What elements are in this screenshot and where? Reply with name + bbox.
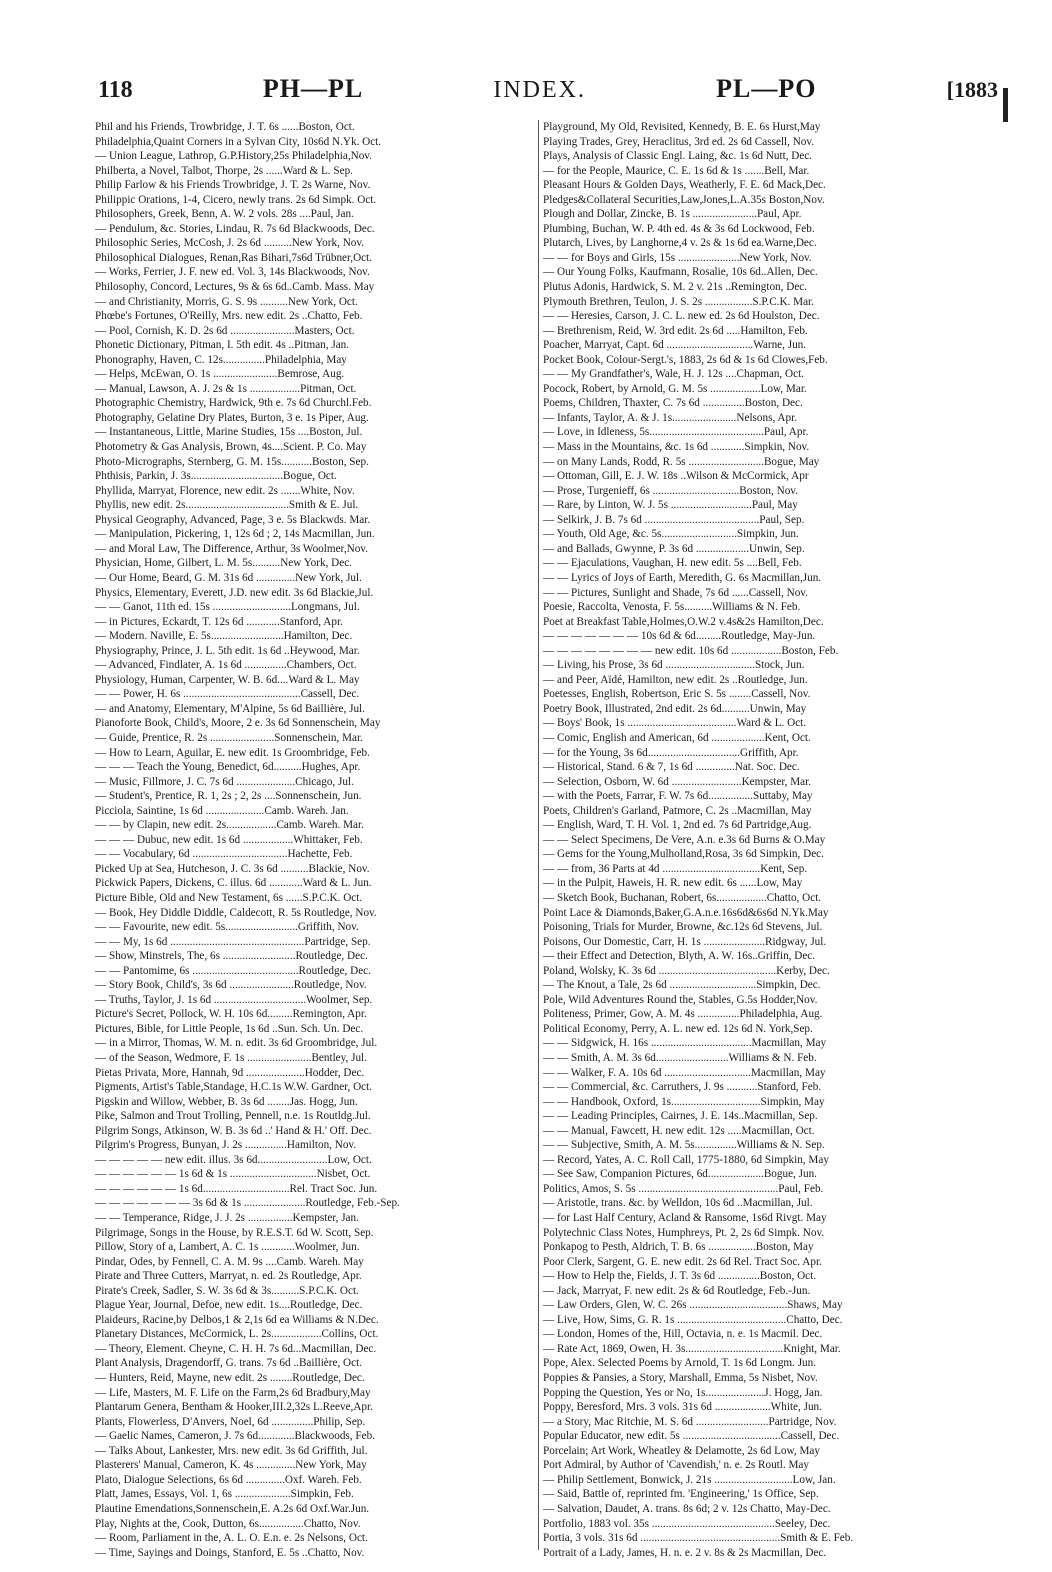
index-entry: Picciola, Saintine, 1s 6d .....................Camb. Wareh. Jan. bbox=[95, 804, 349, 817]
index-entry: — Gaelic Names, Cameron, J. 7s 6d.............Blackwoods, Feb. bbox=[95, 1430, 375, 1443]
index-entry: — Said, Battle of, reprinted fm. 'Engineering,' 1s Office, Sep. bbox=[543, 1488, 819, 1501]
index-entry: — and Ballads, Gwynne, P. 3s 6d ...................Unwin, Sep. bbox=[543, 542, 805, 555]
index-entry: — Philip Settlement, Bonwick, J. 21s ............................Low, Jan. bbox=[543, 1473, 836, 1486]
index-entry: Pietas Privata, More, Hannah, 9d .....................Hodder, Dec. bbox=[95, 1066, 365, 1079]
index-entry: — for Last Half Century, Acland & Ransome, 1s6d Rivgt. May bbox=[543, 1212, 827, 1225]
index-entry: Poland, Wolsky, K. 3s 6d ..........................................Kerby, Dec. bbox=[543, 964, 830, 977]
index-entry: — — — — — new edit. illus. 3s 6d.........................Low, Oct. bbox=[95, 1153, 372, 1166]
header-title: INDEX. bbox=[493, 77, 586, 103]
index-entry: — Theory, Element. Cheyne, C. H. H. 7s 6d...Macmillan, Dec. bbox=[95, 1342, 377, 1355]
index-entry: — — Lyrics of Joys of Earth, Meredith, G. 6s Macmillan,Jun. bbox=[543, 571, 822, 584]
index-entry: Pindar, Odes, by Fennell, C. A. M. 9s ....Camb. Wareh. May bbox=[95, 1255, 364, 1268]
index-entry: Philosophic Series, McCosh, J. 2s 6d ..........New York, Nov. bbox=[95, 237, 365, 250]
index-entry: — of the Season, Wedmore, F. 1s .......................Bentley, Jul. bbox=[95, 1052, 367, 1064]
index-entry: Plants, Flowerless, D'Anvers, Noel, 6d ...............Philip, Sep. bbox=[95, 1415, 366, 1428]
index-entry: Plantarum Genera, Bentham & Hooker,III.2,32s L.Reeve,Apr. bbox=[95, 1401, 373, 1414]
index-entry: Plough and Dollar, Zincke, B. 1s .......................Paul, Apr. bbox=[543, 208, 802, 221]
index-entry: Plato, Dialogue Selections, 6s 6d ..............Oxf. Wareh. Feb. bbox=[95, 1473, 362, 1486]
index-entry: — Advanced, Findlater, A. 1s 6d ...............Chambers, Oct. bbox=[95, 659, 357, 672]
index-entry: Philosophy, Concord, Lectures, 9s & 6s 6d..Camb. Mass. May bbox=[95, 281, 375, 294]
index-entry: Poesie, Raccolta, Venosta, F. 5s..........Williams & N. Feb. bbox=[543, 601, 801, 614]
index-entry: Phthisis, Parkin, J. 3s.................................Bogue, Oct. bbox=[95, 470, 337, 483]
index-entry: — The Knout, a Tale, 2s 6d ...............................Simpkin, Dec. bbox=[543, 979, 821, 992]
index-entry: Poacher, Marryat, Capt. 6d ...............................Warne, Jun. bbox=[543, 339, 807, 352]
index-entry: — Guide, Prentice, R. 2s .......................Sonnenschein, Mar. bbox=[95, 731, 363, 744]
index-entry: Plymouth Brethren, Teulon, J. S. 2s .................S.P.C.K. Mar. bbox=[543, 295, 814, 308]
index-entry: — Manipulation, Pickering, 1, 12s 6d ; 2, 14s Macmillan, Jun. bbox=[95, 528, 375, 541]
index-entry: — Youth, Old Age, &c. 5s...........................Simpkin, Jun. bbox=[543, 528, 799, 541]
index-entry: Philippic Orations, 1-4, Cicero, newly trans. 2s 6d Simpk. Oct. bbox=[95, 193, 377, 206]
index-entry: — How to Help the, Fields, J. T. 3s 6d ...............Boston, Oct. bbox=[543, 1270, 817, 1283]
index-entry: — their Effect and Detection, Blyth, A. W. 16s..Griffin, Dec. bbox=[543, 950, 816, 963]
index-entry: — — Ganot, 11th ed. 15s ............................Longmans, Jul. bbox=[95, 601, 360, 614]
index-entry: — How to Learn, Aguilar, E. new edit. 1s Groombridge, Feb. bbox=[95, 746, 370, 759]
index-entry: Plautine Emendations,Sonnenschein,E. A.2s 6d Oxf.War.Jun. bbox=[95, 1502, 370, 1515]
index-entry: Popular Educator, new edit. 5s ...................................Cassell, Dec. bbox=[543, 1430, 840, 1443]
index-entry: — — Subjective, Smith, A. M. 5s...............Williams & N. Sep. bbox=[543, 1139, 825, 1152]
index-entry: Pirate and Three Cutters, Marryat, n. ed. 2s Routledge, Apr. bbox=[95, 1270, 362, 1283]
index-entry: — Life, Masters, M. F. Life on the Farm,2s 6d Bradbury,May bbox=[95, 1386, 371, 1399]
index-entry: Pilgrim Songs, Atkinson, W. B. 3s 6d ..' Hand & H.' Off. Dec. bbox=[95, 1124, 372, 1137]
index-entry: — Instantaneous, Little, Marine Studies, 15s ....Boston, Jul. bbox=[95, 426, 363, 439]
index-entry: — — — — — — — 10s 6d & 6d.........Routledge, May-Jun. bbox=[543, 630, 816, 643]
index-entry: — Gems for the Young,Mulholland,Rosa, 3s 6d Simpkin, Dec. bbox=[543, 848, 824, 861]
index-entry: Pole, Wild Adventures Round the, Stables, G.5s Hodder,Nov. bbox=[543, 993, 818, 1006]
index-entry: — Our Home, Beard, G. M. 31s 6d ..............New York, Jul. bbox=[95, 571, 362, 584]
page-header bbox=[98, 74, 998, 114]
index-entry: — — from, 36 Parts at 4d ...................................Kent, Sep. bbox=[543, 862, 808, 875]
index-entry: Porcelain; Art Work, Wheatley & Delamotte, 2s 6d Low, May bbox=[543, 1444, 820, 1457]
index-entry: Political Economy, Perry, A. L. new ed. 12s 6d N. York,Sep. bbox=[543, 1022, 813, 1035]
index-entry: — — Manual, Fawcett, H. new edit. 12s .....Macmillan, Oct. bbox=[543, 1124, 815, 1137]
index-entry: Plays, Analysis of Classic Engl. Laing, &c. 1s 6d Nutt, Dec. bbox=[543, 150, 813, 163]
index-entry: Pianoforte Book, Child's, Moore, 2 e. 3s 6d Sonnenschein, May bbox=[95, 717, 381, 730]
index-entry: Physician, Home, Gilbert, L. M. 5s..........New York, Dec. bbox=[95, 557, 352, 570]
index-entry: — in the Pulpit, Haweis, H. R. new edit. 6s ......Low, May bbox=[543, 877, 803, 890]
index-entry: — and Anatomy, Elementary, M'Alpine, 5s 6d Baillière, Jul. bbox=[95, 702, 365, 715]
index-entry: — — My, 1s 6d ................................................Partridge, Sep. bbox=[95, 935, 371, 948]
index-entry: Poppy, Beresford, Mrs. 3 vols. 31s 6d ....................White, Jun. bbox=[543, 1401, 822, 1414]
index-entry: — Record, Yates, A. C. Roll Call, 1775-1880, 6d Simpkin, May bbox=[543, 1153, 829, 1166]
index-entry: Phonography, Haven, C. 12s...............Philadelphia, May bbox=[95, 353, 347, 366]
index-entry: — Salvation, Daudet, A. trans. 8s 6d; 2 v. 12s Chatto, May-Dec. bbox=[543, 1502, 831, 1515]
index-entry: Poor Clerk, Sargent, G. E. new edit. 2s 6d Rel. Tract Soc. Apr. bbox=[543, 1255, 822, 1268]
index-entry: Planetary Distances, McCormick, L. 2s..................Collins, Oct. bbox=[95, 1328, 379, 1341]
index-entry: — Selection, Osborn, W. 6d .........................Kempster, Mar. bbox=[543, 775, 812, 788]
index-entry: Polytechnic Class Notes, Humphreys, Pt. 2, 2s 6d Simpk. Nov. bbox=[543, 1226, 825, 1239]
index-entry: — Union League, Lathrop, G.P.History,25s Philadelphia,Nov. bbox=[95, 150, 372, 163]
index-entry: — — Favourite, new edit. 5s..........................Griffith, Nov. bbox=[95, 921, 359, 934]
index-entry: — — Pantomime, 6s ......................................Routledge, Dec. bbox=[95, 964, 371, 977]
index-entry: Plague Year, Journal, Defoe, new edit. 1s....Routledge, Dec. bbox=[95, 1299, 363, 1312]
index-entry: — — — Teach the Young, Benedict, 6d..........Hughes, Apr. bbox=[95, 761, 361, 774]
index-entry: Pickwick Papers, Dickens, C. illus. 6d ............Ward & L. Jun. bbox=[95, 877, 372, 890]
index-entry: Philip Farlow & his Friends Trowbridge, J. T. 2s Warne, Nov. bbox=[95, 179, 371, 192]
index-entry: Philberta, a Novel, Talbot, Thorpe, 2s ......Ward & L. Sep. bbox=[95, 164, 353, 177]
index-entry: Poets, Children's Garland, Patmore, C. 2s ..Macmillan, May bbox=[543, 804, 812, 817]
index-entry: — a Story, Mac Ritchie, M. S. 6d ..........................Partridge, Nov. bbox=[543, 1415, 837, 1428]
index-entry: Pocock, Robert, by Arnold, G. M. 5s ..................Low, Mar. bbox=[543, 382, 807, 395]
index-entry: — See Saw, Companion Pictures, 6d....................Bogue, Jun. bbox=[543, 1168, 817, 1181]
index-entry: — Book, Hey Diddle Diddle, Caldecott, R. 5s Routledge, Nov. bbox=[95, 906, 377, 919]
index-entry: — — Walker, F. A. 10s 6d ...............................Macmillan, May bbox=[543, 1066, 826, 1079]
index-entry: — — Sidgwick, H. 16s ....................................Macmillan, May bbox=[543, 1037, 827, 1050]
index-entry: Point Lace & Diamonds,Baker,G.A.n.e.16s6d&6s6d N.Yk.May bbox=[543, 906, 829, 919]
index-entry: — Student's, Prentice, R. 1, 2s ; 2, 2s ....Sonnenschein, Jun. bbox=[95, 790, 362, 803]
index-entry: Plaideurs, Racine,by Delbos,1 & 2,1s 6d ea Williams & N.Dec. bbox=[95, 1313, 379, 1326]
header-year: [1883 bbox=[946, 77, 998, 102]
index-entry: Pilgrimage, Songs in the House, by R.E.S.T. 6d W. Scott, Sep. bbox=[95, 1226, 374, 1239]
index-entry: Photography, Gelatine Dry Plates, Burton, 3 e. 1s Piper, Aug. bbox=[95, 411, 369, 424]
index-entry: — Hunters, Reid, Mayne, new edit. 2s ........Routledge, Dec. bbox=[95, 1372, 365, 1385]
index-entry: — Rate Act, 1869, Owen, H. 3s...................................Knight, Mar. bbox=[543, 1342, 841, 1355]
index-entry: Plutus Adonis, Hardwick, S. M. 2 v. 21s ..Remington, Dec. bbox=[543, 281, 808, 294]
index-entry: — in Pictures, Eckardt, T. 12s 6d ............Stanford, Apr. bbox=[95, 615, 343, 628]
index-entry: Philadelphia,Quaint Corners in a Sylvan City, 10s6d N.Yk. Oct. bbox=[95, 135, 382, 148]
index-entry: Pledges&Collateral Securities,Law,Jones,L.A.35s Boston,Nov. bbox=[543, 193, 825, 206]
index-entry: — Rare, by Linton, W. J. 5s .............................Paul, May bbox=[543, 499, 798, 512]
index-entry: — for the Young, 3s 6d.................................Griffith, Apr. bbox=[543, 746, 799, 759]
index-entry: Poetesses, English, Robertson, Eric S. 5s ........Cassell, Nov. bbox=[543, 688, 811, 701]
index-entry: Picked Up at Sea, Hutcheson, J. C. 3s 6d ..........Blackie, Nov. bbox=[95, 862, 370, 875]
index-entry: — Prose, Turgenieff, 6s ...............................Boston, Nov. bbox=[543, 484, 798, 497]
index-entry: — Truths, Taylor, J. 1s 6d .................................Woolmer, Sep. bbox=[95, 993, 373, 1006]
index-entry: — Brethrenism, Reid, W. 3rd edit. 2s 6d .....Hamilton, Feb. bbox=[543, 324, 808, 337]
index-entry: Pocket Book, Colour-Sergt.'s, 1883, 2s 6d & 1s 6d Clowes,Feb. bbox=[543, 353, 828, 366]
index-entry: — London, Homes of the, Hill, Octavia, n. e. 1s Macmil. Dec. bbox=[543, 1328, 823, 1341]
index-entry: Poetry Book, Illustrated, 2nd edit. 2s 6d..........Unwin, May bbox=[543, 702, 807, 715]
index-entry: Picture's Secret, Pollock, W. H. 10s 6d.........Remington, Apr. bbox=[95, 1008, 367, 1021]
index-entry: — — Power, H. 6s ..........................................Cassell, Dec. bbox=[95, 688, 360, 701]
index-entry: — — Ejaculations, Vaughan, H. new edit. 5s ....Bell, Feb. bbox=[543, 557, 802, 570]
index-entry: — Historical, Stand. 6 & 7, 1s 6d ..............Nat. Soc. Dec. bbox=[543, 761, 800, 774]
index-entry: Portfolio, 1883 vol. 35s ............................................Seeley, Dec. bbox=[543, 1517, 831, 1530]
index-entry: Playing Trades, Grey, Heraclitus, 3rd ed. 2s 6d Cassell, Nov. bbox=[543, 135, 815, 148]
index-entry: — — by Clapin, new edit. 2s..................Camb. Wareh. Mar. bbox=[95, 819, 364, 832]
index-entry: Phœbe's Fortunes, O'Reilly, Mrs. new edit. 2s ..Chatto, Feb. bbox=[95, 310, 363, 323]
index-entry: — Time, Sayings and Doings, Stanford, E. 5s ..Chatto, Nov. bbox=[95, 1546, 365, 1559]
index-entry: Politeness, Primer, Gow, A. M. 4s ...............Philadelphia, Aug. bbox=[543, 1008, 823, 1021]
index-entry: — — — — — — 1s 6d...............................Rel. Tract Soc. Jun. bbox=[95, 1182, 378, 1195]
index-entry: — Sketch Book, Buchanan, Robert, 6s..................Chatto, Oct. bbox=[543, 891, 822, 904]
index-entry: — — — — — — 1s 6d & 1s ...............................Nisbet, Oct. bbox=[95, 1168, 371, 1181]
index-entry: — Live, How, Sims, G. R. 1s .......................................Chatto, Dec. bbox=[543, 1313, 843, 1326]
index-entry: — Pool, Cornish, K. D. 2s 6d .......................Masters, Oct. bbox=[95, 324, 355, 337]
index-entry: Platt, James, Essays, Vol. 1, 6s ....................Simpkin, Feb. bbox=[95, 1488, 354, 1501]
margin-edge-mark bbox=[1003, 88, 1008, 122]
index-entry: Pirate's Creek, Sadler, S. W. 3s 6d & 3s..........S.P.C.K. Oct. bbox=[95, 1284, 359, 1297]
index-entry: Picture Bible, Old and New Testament, 6s ......S.P.C.K. Oct. bbox=[95, 891, 363, 904]
index-entry: — Works, Ferrier, J. F. new ed. Vol. 3, 14s Blackwoods, Nov. bbox=[95, 266, 370, 279]
index-entry: Pilgrim's Progress, Bunyan, J. 2s ...............Hamilton, Nov. bbox=[95, 1139, 357, 1152]
index-entry: Plutarch, Lives, by Langhorne,4 v. 2s & 1s 6d ea.Warne,Dec. bbox=[543, 237, 817, 250]
index-entry: Photographic Chemistry, Hardwick, 9th e. 7s 6d Churchl.Feb. bbox=[95, 397, 372, 410]
index-entry: — Infants, Taylor, A. & J. 1s.......................Nelsons, Apr. bbox=[543, 411, 798, 424]
index-entry: — with the Poets, Farrar, F. W. 7s 6d................Suttaby, May bbox=[543, 790, 813, 803]
left-column bbox=[95, 120, 533, 1559]
index-entry: Photo-Micrographs, Sternberg, G. M. 15s...........Boston, Sep. bbox=[95, 455, 369, 468]
index-entry: — — Vocabulary, 6d ..................................Hachette, Feb. bbox=[95, 848, 353, 861]
index-entry: Philosophical Dialogues, Renan,Ras Bihari,7s6d Trübner,Oct. bbox=[95, 251, 373, 264]
index-entry: — — Heresies, Carson, J. C. L. new ed. 2s 6d Houlston, Dec. bbox=[543, 310, 820, 323]
header-left-range: PH—PL bbox=[262, 74, 364, 103]
index-entry: — — Temperance, Ridge, J. J. 2s ................Kempster, Jan. bbox=[95, 1212, 359, 1225]
index-entry: — — Leading Principles, Cairnes, J. E. 14s..Macmillan, Sep. bbox=[543, 1110, 818, 1123]
index-entry: Physics, Elementary, Everett, J.D. new edit. 3s 6d Blackie,Jul. bbox=[95, 586, 374, 599]
index-entry: — Jack, Marryat, F. new edit. 2s & 6d Routledge, Feb.-Jun. bbox=[543, 1284, 811, 1297]
index-entry: — for the People, Maurice, C. E. 1s 6d & 1s .......Bell, Mar. bbox=[543, 164, 810, 177]
index-entry: — — Pictures, Sunlight and Shade, 7s 6d ......Cassell, Nov. bbox=[543, 586, 808, 599]
index-entry: Phil and his Friends, Trowbridge, J. T. 6s ......Boston, Oct. bbox=[95, 121, 355, 133]
index-entry: — — — — — — — 3s 6d & 1s ......................Routledge, Feb.-Sep. bbox=[95, 1197, 400, 1210]
index-entry: Physiology, Human, Carpenter, W. B. 6d....Ward & L. May bbox=[95, 673, 360, 686]
index-entry: Pigments, Artist's Table,Standage, H.C.1s W.W. Gardner, Oct. bbox=[95, 1081, 373, 1094]
index-entry: Physical Geography, Advanced, Page, 3 e. 5s Blackwds. Mar. bbox=[95, 513, 371, 526]
index-entry: Pope, Alex. Selected Poems by Arnold, T. 1s 6d Longm. Jun. bbox=[543, 1357, 817, 1370]
index-entry: — — Smith, A. M. 3s 6d..........................Williams & N. Feb. bbox=[543, 1052, 817, 1064]
index-entry: Pictures, Bible, for Little People, 1s 6d ..Sun. Sch. Un. Dec. bbox=[95, 1022, 364, 1035]
right-column bbox=[543, 120, 967, 1559]
index-entry: — and Moral Law, The Difference, Arthur, 3s Woolmer,Nov. bbox=[95, 542, 368, 555]
index-entry: Plasterers' Manual, Cameron, K. 4s ..............New York, May bbox=[95, 1459, 367, 1472]
index-entry: — on Many Lands, Rodd, R. 5s ...........................Bogue, May bbox=[543, 455, 820, 468]
index-entry: — English, Ward, T. H. Vol. 1, 2nd ed. 7s 6d Partridge,Aug. bbox=[543, 819, 812, 832]
index-entry: — Living, his Prose, 3s 6d ................................Stock, Jun. bbox=[543, 659, 805, 672]
column-divider bbox=[538, 120, 539, 1550]
index-entry: Pike, Salmon and Trout Trolling, Pennell, n.e. 1s Routldg.Jul. bbox=[95, 1110, 371, 1123]
index-entry: — Helps, McEwan, O. 1s .......................Bemrose, Aug. bbox=[95, 368, 345, 381]
index-entry: Portia, 3 vols. 31s 6d ..................................................Smith & E. Feb. bbox=[543, 1532, 854, 1545]
index-entry: — Talks About, Lankester, Mrs. new edit. 3s 6d Griffith, Jul. bbox=[95, 1444, 368, 1457]
index-entry: Politics, Amos, S. 5s ..................................................Paul, Feb. bbox=[543, 1182, 824, 1195]
index-entry: Poisoning, Trials for Murder, Browne, &c.12s 6d Stevens, Jul. bbox=[543, 921, 823, 934]
index-entry: Poet at Breakfast Table,Holmes,O.W.2 v.4s&2s Hamilton,Dec. bbox=[543, 615, 824, 628]
index-entry: Poppies & Pansies, a Story, Marshall, Emma, 5s Nisbet, Nov. bbox=[543, 1372, 818, 1385]
index-entry: — — — Dubuc, new edit. 1s 6d ..................Whittaker, Feb. bbox=[95, 833, 363, 846]
index-entry: — Aristotle, trans. &c. by Welldon, 10s 6d ..Macmillan, Jul. bbox=[543, 1197, 813, 1210]
index-entry: — Our Young Folks, Kaufmann, Rosalie, 10s 6d..Allen, Dec. bbox=[543, 266, 818, 279]
index-entry: Port Admiral, by Author of 'Cavendish,' n. e. 2s Routl. May bbox=[543, 1459, 809, 1472]
index-entry: — — My Grandfather's, Wale, H. J. 12s ....Chapman, Oct. bbox=[543, 368, 804, 381]
index-entry: — Pendulum, &c. Stories, Lindau, R. 7s 6d Blackwoods, Dec. bbox=[95, 222, 375, 235]
index-entry: Photometry & Gas Analysis, Brown, 4s....Scient. P. Co. May bbox=[95, 441, 367, 454]
index-entry: — — Handbook, Oxford, 1s................................Simpkin, May bbox=[543, 1095, 825, 1108]
index-entry: — Mass in the Mountains, &c. 1s 6d ............Simpkin, Nov. bbox=[543, 441, 810, 454]
index-entry: — Boys' Book, 1s .......................................Ward & L. Oct. bbox=[543, 717, 807, 730]
index-entry: — Ottoman, Gill, E. J. W. 18s ..Wilson & McCormick, Apr bbox=[543, 470, 809, 483]
header-right-range: PL—PO bbox=[716, 74, 817, 103]
index-entry: Pleasant Hours & Golden Days, Weatherly, F. E. 6d Mack,Dec. bbox=[543, 179, 826, 192]
index-entry: Play, Nights at the, Cook, Dutton, 6s................Chatto, Nov. bbox=[95, 1517, 361, 1530]
index-entry: — Story Book, Child's, 3s 6d .......................Routledge, Nov. bbox=[95, 979, 367, 992]
index-entry: — — for Boys and Girls, 15s ......................New York, Nov. bbox=[543, 251, 812, 264]
index-entry: Phyllida, Marryat, Florence, new edit. 2s .......White, Nov. bbox=[95, 484, 355, 497]
index-entry: — Selkirk, J. B. 7s 6d .........................................Paul, Sep. bbox=[543, 513, 805, 526]
index-entry: — and Peer, Aïdé, Hamilton, new edit. 2s ..Routledge, Jun. bbox=[543, 673, 808, 686]
index-entry: — Love, in Idleness, 5s.........................................Paul, Apr. bbox=[543, 426, 809, 439]
index-entry: Plumbing, Buchan, W. P. 4th ed. 4s & 3s 6d Lockwood, Feb. bbox=[543, 222, 815, 235]
index-entry: — in a Mirror, Thomas, W. M. n. edit. 3s 6d Groombridge, Jul. bbox=[95, 1037, 378, 1050]
index-entry: Physiography, Prince, J. L. 5th edit. 1s 6d ..Heywood, Mar. bbox=[95, 644, 360, 657]
index-entry: — Room, Parliament in the, A. L. O. E.n. e. 2s Nelsons, Oct. bbox=[95, 1532, 368, 1545]
index-entry: Phyllis, new edit. 2s.....................................Smith & E. Jul. bbox=[95, 499, 359, 512]
index-entry: — Modern. Naville, E. 5s..........................Hamilton, Dec. bbox=[95, 630, 353, 643]
page-number: 118 bbox=[98, 77, 133, 103]
index-entry: Pigskin and Willow, Webber, B. 3s 6d ........Jas. Hogg, Jun. bbox=[95, 1095, 358, 1108]
index-entry: — Law Orders, Glen, W. C. 26s ...................................Shaws, May bbox=[543, 1299, 843, 1312]
index-entry: Playground, My Old, Revisited, Kennedy, B. E. 6s Hurst,May bbox=[543, 121, 821, 133]
index-entry: — Comic, English and American, 6d ...................Kent, Oct. bbox=[543, 731, 811, 744]
index-entry: Popping the Question, Yes or No, 1s.....................J. Hogg, Jan. bbox=[543, 1386, 823, 1399]
index-entry: — — — — — — — — new edit. 10s 6d ..................Boston, Feb. bbox=[543, 644, 839, 657]
index-entry: — and Christianity, Morris, G. S. 9s ..........New York, Oct. bbox=[95, 295, 358, 308]
index-entry: — — Commercial, &c. Carruthers, J. 9s ...........Stanford, Feb. bbox=[543, 1081, 822, 1094]
index-entry: — Music, Fillmore, J. C. 7s 6d .....................Chicago, Jul. bbox=[95, 775, 354, 788]
index-entry: Plant Analysis, Dragendorff, G. trans. 7s 6d ..Baillière, Oct. bbox=[95, 1357, 363, 1370]
index-entry: Ponkapog to Pesth, Aldrich, T. B. 6s .................Boston, May bbox=[543, 1241, 814, 1254]
index-entry: Poems, Children, Thaxter, C. 7s 6d ...............Boston, Dec. bbox=[543, 397, 803, 410]
index-entry: Philosophers, Greek, Benn, A. W. 2 vols. 28s ....Paul, Jan. bbox=[95, 208, 354, 221]
index-entry: Phonetic Dictionary, Pitman, I. 5th edit. 4s ..Pitman, Jan. bbox=[95, 339, 350, 352]
index-entry: — — Select Specimens, De Vere, A.n. e.3s 6d Burns & O.May bbox=[543, 833, 826, 846]
index-entry: Poisons, Our Domestic, Carr, H. 1s ......................Ridgway, Jul. bbox=[543, 935, 827, 948]
index-entry: Portrait of a Lady, James, H. n. e. 2 v. 8s & 2s Macmillan, Dec. bbox=[543, 1546, 827, 1559]
index-entry: — Manual, Lawson, A. J. 2s & 1s ..................Pitman, Oct. bbox=[95, 382, 357, 395]
index-entry: — Show, Minstrels, The, 6s ..........................Routledge, Dec. bbox=[95, 950, 368, 963]
index-entry: Pillow, Story of a, Lambert, A. C. 1s ............Woolmer, Jun. bbox=[95, 1241, 360, 1254]
